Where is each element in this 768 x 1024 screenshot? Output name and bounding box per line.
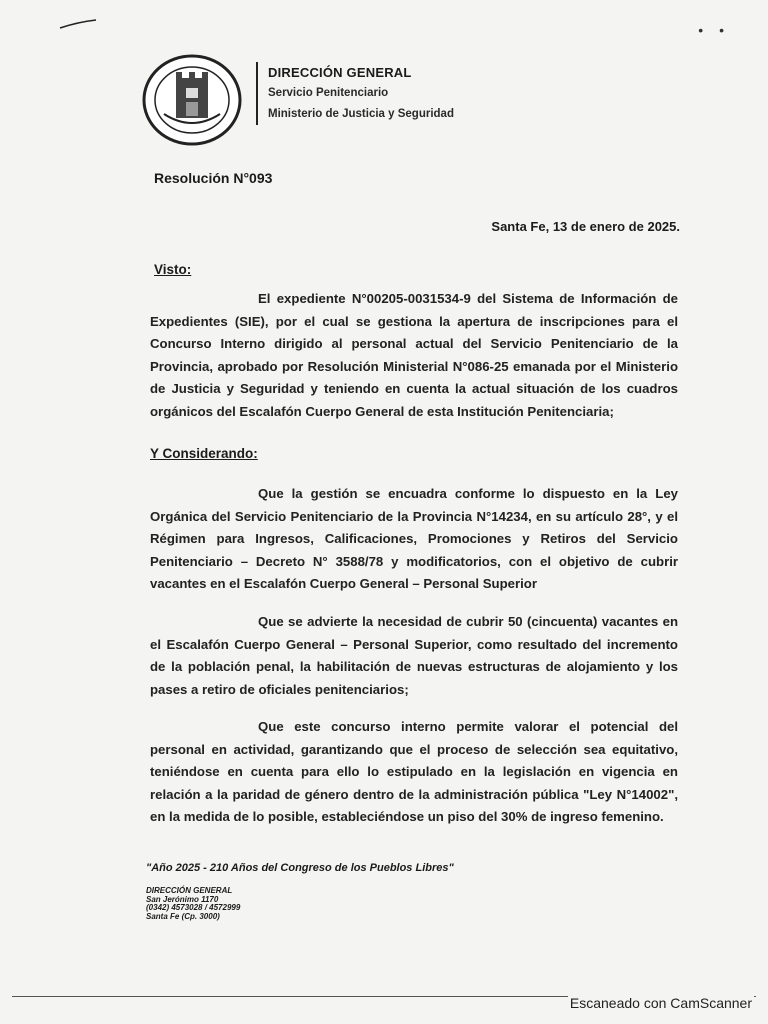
footer-org: DIRECCIÓN GENERAL — [146, 886, 233, 895]
considerando-paragraph-1: Que la gestión se encuadra conforme lo dispuesto en la Ley Orgánica del Servicio Penitenciario de la Provincia N°14234, en su artículo 28°, y el Régimen para Ingresos, Calificaciones, Promociones y Retiros del Servicio Penitenciario – Decreto N° 3588/78 y modificatorios, con el objetivo de cubrir vacantes en el Escalafón Cuerpo General – Personal Superior — [150, 486, 678, 592]
considerando-paragraph-3: Que este concurso interno permite valorar el potencial del personal en actividad, garantizando que el proceso de selección sea equitativo, teniéndose en cuenta para ello lo estipulado en la legislación en vigencia en relación a la paridad de género dentro de la administración pública "Ley N°14002", en la medida de lo posible, estableciéndose un piso del 30% de ingreso femenino. — [150, 719, 678, 825]
letterhead-org-title: DIRECCIÓN GENERAL — [268, 65, 412, 80]
footer-city: Santa Fe (Cp. 3000) — [146, 911, 220, 921]
considerando-heading: Y Considerando: — [150, 446, 258, 461]
considerando-paragraph-2: Que se advierte la necesidad de cubrir 50 (cincuenta) vacantes en el Escalafón Cuerpo General – Personal Superior, como resultado del incremento de la población penal, la habilitación de nuevas estructuras de alojamiento y los pases a retiro de oficiales penitenciarios; — [150, 614, 678, 697]
footer-motto: "Año 2025 - 210 Años del Congreso de los Pueblos Libres" — [146, 862, 454, 874]
institution-seal — [140, 52, 244, 148]
letterhead — [256, 62, 454, 125]
corner-marks: • • — [698, 22, 730, 38]
resolution-number: Resolución N°093 — [154, 170, 273, 186]
footer-street: San Jerónimo 1170 — [146, 894, 219, 904]
camscanner-watermark: Escaneado con CamScanner — [569, 995, 752, 1011]
visto-heading: Visto: — [154, 262, 192, 277]
letterhead-service: Servicio Penitenciario — [268, 87, 389, 99]
footer-address-block — [146, 887, 240, 921]
letterhead-ministry: Ministerio de Justicia y Seguridad — [268, 108, 454, 120]
pen-stroke-mark — [58, 18, 98, 30]
footer-phone: (0342) 4573028 / 4572999 — [146, 903, 241, 912]
visto-paragraph: El expediente N°00205-0031534-9 del Sistema de Información de Expedientes (SIE), por el cual se gestiona la apertura de inscripciones para el Concurso Interno dirigido al personal actual del Servicio Penitenciario de la Provincia, aprobado por Resolución Ministerial N°086-25 emanada por el Ministerio de Justicia y Seguridad y teniendo en cuenta la actual situación de los cuadros orgánicos del Escalafón Cuerpo General de esta Institución Penitenciaria; — [150, 291, 678, 419]
resolution-date: Santa Fe, 13 de enero de 2025. — [491, 219, 680, 234]
